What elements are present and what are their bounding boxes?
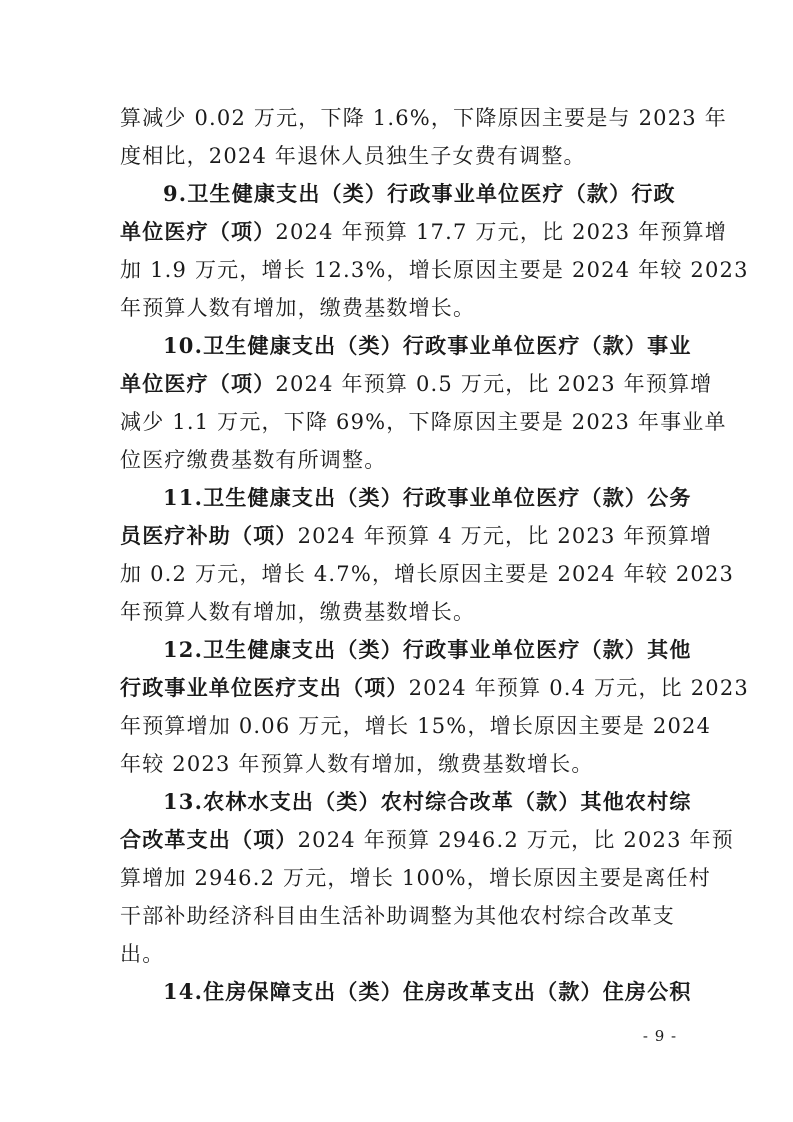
text-line — [120, 708, 712, 744]
text-run: 加 1.9 万元，增长 12.3%，增长原因主要是 2024 年较 2023 — [120, 258, 749, 282]
text-run: 出。 — [120, 942, 165, 966]
text-line — [120, 746, 672, 782]
text-run: 年预算增加 0.06 万元，增长 15%，增长原因主要是 2024 — [120, 714, 712, 738]
text-run: 13.农林水支出（类）农村综合改革（款）其他农村综 — [163, 789, 692, 814]
text-run: 干部补助经济科目由生活补助调整为其他农村综合改革支 — [120, 904, 675, 928]
section-heading-line — [163, 480, 692, 516]
text-run: 减少 1.1 万元，下降 69%，下降原因主要是 2023 年事业单 — [120, 410, 727, 434]
text-line — [120, 556, 735, 592]
text-run: 算增加 2946.2 万元，增长 100%，增长原因主要是离任村 — [120, 866, 711, 890]
section-heading-line — [163, 632, 692, 668]
text-run: 年较 2023 年预算人数有增加，缴费基数增长。 — [120, 752, 594, 776]
text-line — [120, 214, 728, 250]
heading-run: 行政事业单位医疗支出（项） — [120, 675, 409, 700]
text-run: 2024 年预算 0.4 万元，比 2023 — [408, 676, 749, 700]
text-line — [120, 442, 672, 478]
text-run: 算减少 0.02 万元，下降 1.6%，下降原因主要是与 2023 年 — [120, 106, 727, 130]
section-heading-line — [163, 974, 692, 1010]
text-line — [120, 252, 749, 288]
text-line — [120, 936, 672, 972]
text-line — [120, 860, 711, 896]
text-run: 年预算人数有增加，缴费基数增长。 — [120, 600, 476, 624]
text-run: 14.住房保障支出（类）住房改革支出（款）住房公积 — [163, 979, 692, 1004]
text-run: 2024 年预算 2946.2 万元，比 2023 年预 — [297, 828, 734, 852]
text-line — [120, 100, 727, 136]
text-run: 11.卫生健康支出（类）行政事业单位医疗（款）公务 — [163, 485, 692, 510]
heading-run: 单位医疗（项） — [120, 219, 276, 244]
text-run: 2024 年预算 4 万元，比 2023 年预算增 — [297, 524, 713, 548]
text-run: 度相比，2024 年退休人员独生子女费有调整。 — [120, 144, 586, 168]
page-number: - 9 - — [642, 1027, 678, 1045]
section-heading-line — [163, 176, 676, 212]
text-run: 年预算人数有增加，缴费基数增长。 — [120, 296, 476, 320]
text-line — [120, 670, 749, 706]
text-line — [120, 138, 672, 174]
section-heading-line — [163, 784, 692, 820]
text-run: 12.卫生健康支出（类）行政事业单位医疗（款）其他 — [163, 637, 692, 662]
text-line — [120, 290, 672, 326]
text-run: 9.卫生健康支出（类）行政事业单位医疗（款）行政 — [163, 181, 676, 206]
text-line — [120, 366, 713, 402]
text-run: 位医疗缴费基数有所调整。 — [120, 448, 387, 472]
text-run: 2024 年预算 17.7 万元，比 2023 年预算增 — [275, 220, 728, 244]
section-heading-line — [163, 328, 692, 364]
heading-run: 单位医疗（项） — [120, 371, 276, 396]
text-line — [120, 594, 672, 630]
text-run: 加 0.2 万元，增长 4.7%，增长原因主要是 2024 年较 2023 — [120, 562, 735, 586]
text-line — [120, 822, 734, 858]
text-run: 10.卫生健康支出（类）行政事业单位医疗（款）事业 — [163, 333, 692, 358]
text-line — [120, 898, 675, 934]
text-run: 2024 年预算 0.5 万元，比 2023 年预算增 — [275, 372, 713, 396]
heading-run: 合改革支出（项） — [120, 827, 298, 852]
text-line — [120, 518, 713, 554]
heading-run: 员医疗补助（项） — [120, 523, 298, 548]
text-line — [120, 404, 727, 440]
